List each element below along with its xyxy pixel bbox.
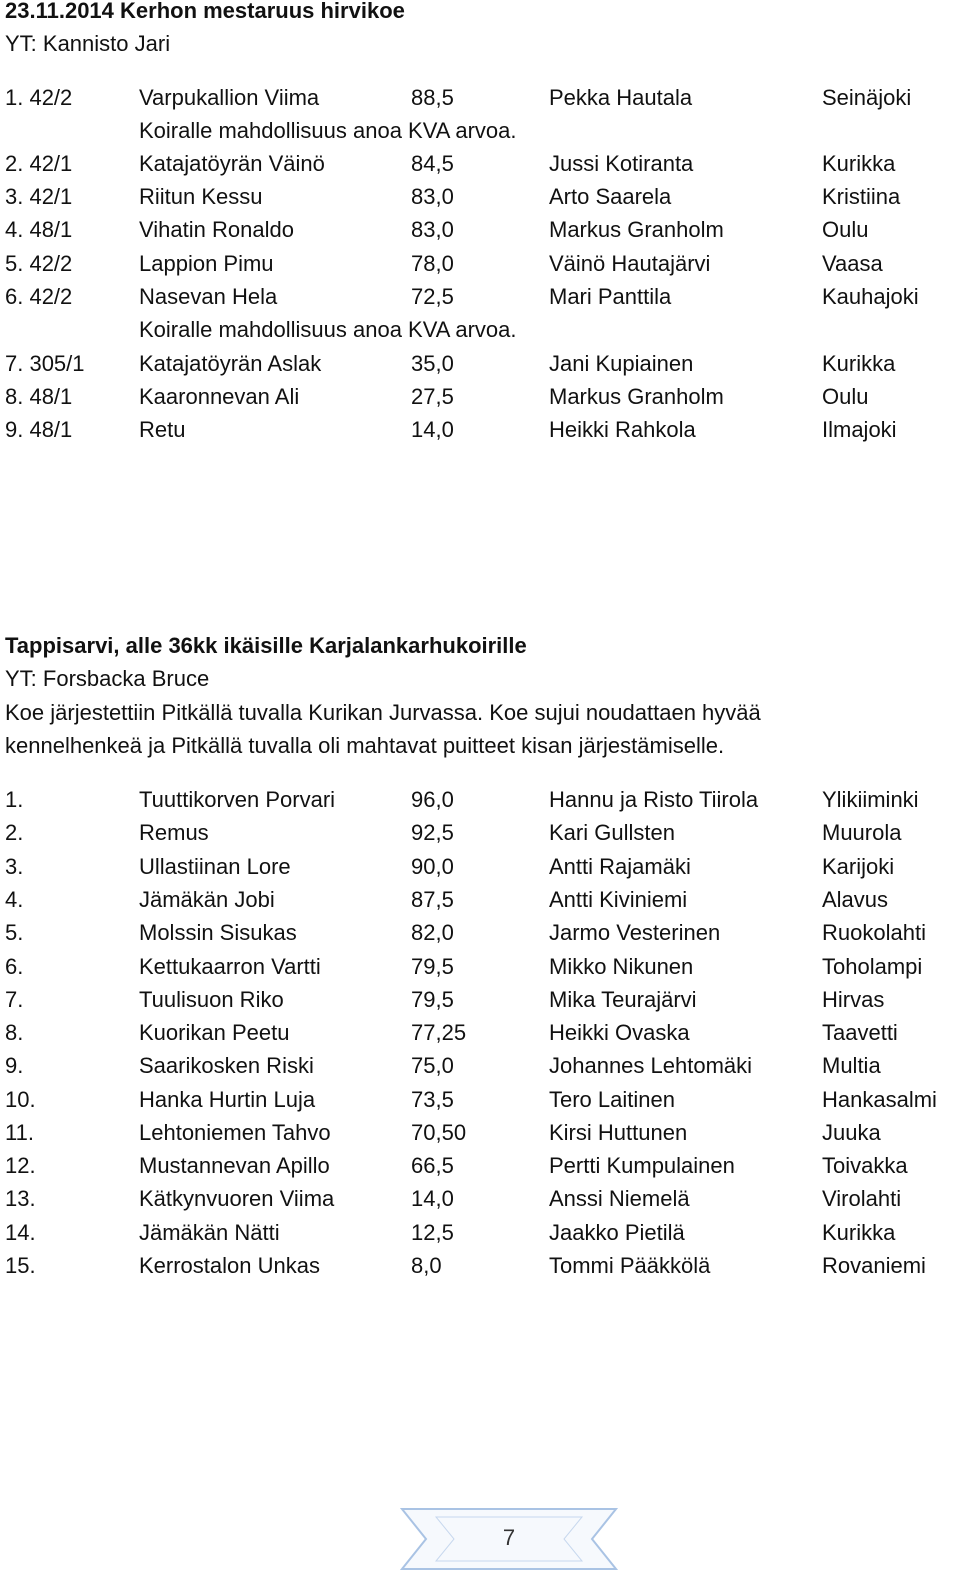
result-points: 8,0: [411, 1253, 442, 1278]
kva-note: Koiralle mahdollisuus anoa KVA arvoa.: [139, 118, 517, 143]
result-row: [0, 284, 960, 310]
result-dog: Remus: [139, 820, 209, 845]
result-row: [0, 351, 960, 377]
result-town: Hankasalmi: [822, 1087, 937, 1112]
result-owner: Johannes Lehtomäki: [549, 1053, 753, 1078]
result-town: Oulu: [822, 384, 869, 409]
result-owner: Mika Teurajärvi: [549, 987, 697, 1012]
result-number: 3.: [5, 854, 24, 879]
result-owner: Antti Kiviniemi: [549, 887, 688, 912]
result-town: Multia: [822, 1053, 881, 1078]
result-owner: Markus Granholm: [549, 217, 724, 242]
result-points: 87,5: [411, 887, 454, 912]
result-row: [0, 251, 960, 277]
result-row: [0, 820, 960, 846]
result-town: Kauhajoki: [822, 284, 919, 309]
section1-judge: YT: Kannisto Jari: [5, 31, 171, 56]
section2-description-line1: Koe järjestettiin Pitkällä tuvalla Kurikan Jurvassa. Koe sujui noudattaen hyvää: [5, 700, 761, 725]
result-owner: Jussi Kotiranta: [549, 151, 694, 176]
result-row: [0, 1253, 960, 1279]
result-number: 11.: [5, 1120, 34, 1145]
result-points: 90,0: [411, 854, 454, 879]
result-owner: Jaakko Pietilä: [549, 1220, 685, 1245]
result-dog: Ullastiinan Lore: [139, 854, 291, 879]
page-number: 7: [502, 1525, 516, 1550]
result-points: 79,5: [411, 954, 454, 979]
result-dog: Riitun Kessu: [139, 184, 263, 209]
result-number: 13.: [5, 1186, 36, 1211]
result-points: 83,0: [411, 184, 454, 209]
result-row: [0, 1120, 960, 1146]
page-number-badge: [399, 1505, 619, 1573]
result-owner: Mari Panttila: [549, 284, 672, 309]
result-row: [0, 787, 960, 813]
result-dog: Varpukallion Viima: [139, 85, 320, 110]
result-dog: Kuorikan Peetu: [139, 1020, 290, 1045]
result-number: 6. 42/2: [5, 284, 73, 309]
result-number: 14.: [5, 1220, 36, 1245]
result-row: [0, 987, 960, 1013]
result-dog: Jämäkän Jobi: [139, 887, 275, 912]
result-owner: Mikko Nikunen: [549, 954, 694, 979]
result-dog: Kätkynvuoren Viima: [139, 1186, 335, 1211]
result-dog: Mustannevan Apillo: [139, 1153, 330, 1178]
result-number: 1. 42/2: [5, 85, 73, 110]
result-points: 82,0: [411, 920, 454, 945]
result-owner: Markus Granholm: [549, 384, 724, 409]
result-points: 66,5: [411, 1153, 454, 1178]
result-points: 12,5: [411, 1220, 454, 1245]
result-row: [0, 954, 960, 980]
result-town: Seinäjoki: [822, 85, 912, 110]
result-row: [0, 184, 960, 210]
section2-title: Tappisarvi, alle 36kk ikäisille Karjalankarhukoirille: [5, 633, 527, 658]
result-owner: Antti Rajamäki: [549, 854, 691, 879]
result-owner: Tero Laitinen: [549, 1087, 675, 1112]
result-row: [0, 384, 960, 410]
result-number: 7. 305/1: [5, 351, 85, 376]
result-row: [0, 85, 960, 111]
result-town: Toivakka: [822, 1153, 908, 1178]
result-owner: Pertti Kumpulainen: [549, 1153, 735, 1178]
result-owner: Heikki Ovaska: [549, 1020, 690, 1045]
result-town: Ylikiiminki: [822, 787, 919, 812]
result-points: 75,0: [411, 1053, 454, 1078]
result-owner: Kari Gullsten: [549, 820, 675, 845]
result-number: 6.: [5, 954, 24, 979]
result-row: [0, 1020, 960, 1046]
result-dog: Lappion Pimu: [139, 251, 274, 276]
result-number: 10.: [5, 1087, 36, 1112]
result-row: [0, 1186, 960, 1212]
result-owner: Pekka Hautala: [549, 85, 693, 110]
result-points: 35,0: [411, 351, 454, 376]
result-number: 2.: [5, 820, 24, 845]
result-town: Juuka: [822, 1120, 881, 1145]
result-dog: Molssin Sisukas: [139, 920, 297, 945]
result-town: Kristiina: [822, 184, 901, 209]
result-points: 72,5: [411, 284, 454, 309]
result-number: 8.: [5, 1020, 24, 1045]
result-dog: Retu: [139, 417, 186, 442]
result-dog: Katajatöyrän Aslak: [139, 351, 322, 376]
result-dog: Tuulisuon Riko: [139, 987, 284, 1012]
result-owner: Tommi Pääkkölä: [549, 1253, 711, 1278]
result-dog: Hanka Hurtin Luja: [139, 1087, 316, 1112]
result-town: Alavus: [822, 887, 889, 912]
result-town: Toholampi: [822, 954, 923, 979]
section2-description-line2: kennelhenkeä ja Pitkällä tuvalla oli mahtavat puitteet kisan järjestämiselle.: [5, 733, 725, 758]
result-number: 7.: [5, 987, 24, 1012]
result-points: 27,5: [411, 384, 454, 409]
result-town: Virolahti: [822, 1186, 902, 1211]
kva-note: Koiralle mahdollisuus anoa KVA arvoa.: [139, 317, 517, 342]
result-town: Ruokolahti: [822, 920, 926, 945]
result-dog: Vihatin Ronaldo: [139, 217, 294, 242]
result-town: Rovaniemi: [822, 1253, 926, 1278]
result-row: [0, 1087, 960, 1113]
result-town: Muurola: [822, 820, 902, 845]
result-points: 77,25: [411, 1020, 467, 1045]
result-owner: Jani Kupiainen: [549, 351, 694, 376]
result-town: Ilmajoki: [822, 417, 897, 442]
result-town: Hirvas: [822, 987, 885, 1012]
result-owner: Arto Saarela: [549, 184, 672, 209]
result-town: Kurikka: [822, 351, 896, 376]
result-number: 15.: [5, 1253, 36, 1278]
result-row: [0, 1153, 960, 1179]
result-number: 4. 48/1: [5, 217, 73, 242]
result-number: 3. 42/1: [5, 184, 73, 209]
result-points: 73,5: [411, 1087, 454, 1112]
result-dog: Lehtoniemen Tahvo: [139, 1120, 331, 1145]
result-dog: Jämäkän Nätti: [139, 1220, 280, 1245]
result-points: 88,5: [411, 85, 454, 110]
result-row: [0, 151, 960, 177]
result-dog: Katajatöyrän Väinö: [139, 151, 325, 176]
result-number: 9. 48/1: [5, 417, 73, 442]
result-points: 14,0: [411, 417, 454, 442]
result-town: Kurikka: [822, 151, 896, 176]
result-row: [0, 887, 960, 913]
result-town: Taavetti: [822, 1020, 898, 1045]
result-dog: Saarikosken Riski: [139, 1053, 314, 1078]
result-number: 5.: [5, 920, 24, 945]
section1-title: 23.11.2014 Kerhon mestaruus hirvikoe: [5, 0, 405, 23]
result-dog: Kaaronnevan Ali: [139, 384, 300, 409]
result-points: 92,5: [411, 820, 454, 845]
result-town: Oulu: [822, 217, 869, 242]
result-points: 83,0: [411, 217, 454, 242]
result-points: 79,5: [411, 987, 454, 1012]
result-owner: Kirsi Huttunen: [549, 1120, 688, 1145]
result-number: 4.: [5, 887, 24, 912]
result-points: 70,50: [411, 1120, 467, 1145]
result-town: Vaasa: [822, 251, 883, 276]
result-row: [0, 854, 960, 880]
result-number: 12.: [5, 1153, 36, 1178]
result-points: 14,0: [411, 1186, 454, 1211]
result-owner: Anssi Niemelä: [549, 1186, 690, 1211]
result-number: 8. 48/1: [5, 384, 73, 409]
result-row: [0, 217, 960, 243]
result-points: 78,0: [411, 251, 454, 276]
result-number: 9.: [5, 1053, 24, 1078]
result-row: [0, 417, 960, 443]
result-owner: Jarmo Vesterinen: [549, 920, 721, 945]
result-town: Karijoki: [822, 854, 895, 879]
result-dog: Kerrostalon Unkas: [139, 1253, 320, 1278]
result-number: 2. 42/1: [5, 151, 73, 176]
result-row: [0, 1220, 960, 1246]
result-number: 1.: [5, 787, 24, 812]
result-owner: Heikki Rahkola: [549, 417, 696, 442]
result-owner: Väinö Hautajärvi: [549, 251, 711, 276]
result-row: [0, 1053, 960, 1079]
result-owner: Hannu ja Risto Tiirola: [549, 787, 759, 812]
result-row: [0, 920, 960, 946]
result-number: 5. 42/2: [5, 251, 73, 276]
result-dog: Kettukaarron Vartti: [139, 954, 321, 979]
section2-judge: YT: Forsbacka Bruce: [5, 666, 210, 691]
result-points: 84,5: [411, 151, 454, 176]
result-dog: Nasevan Hela: [139, 284, 278, 309]
result-town: Kurikka: [822, 1220, 896, 1245]
result-dog: Tuuttikorven Porvari: [139, 787, 336, 812]
result-points: 96,0: [411, 787, 454, 812]
